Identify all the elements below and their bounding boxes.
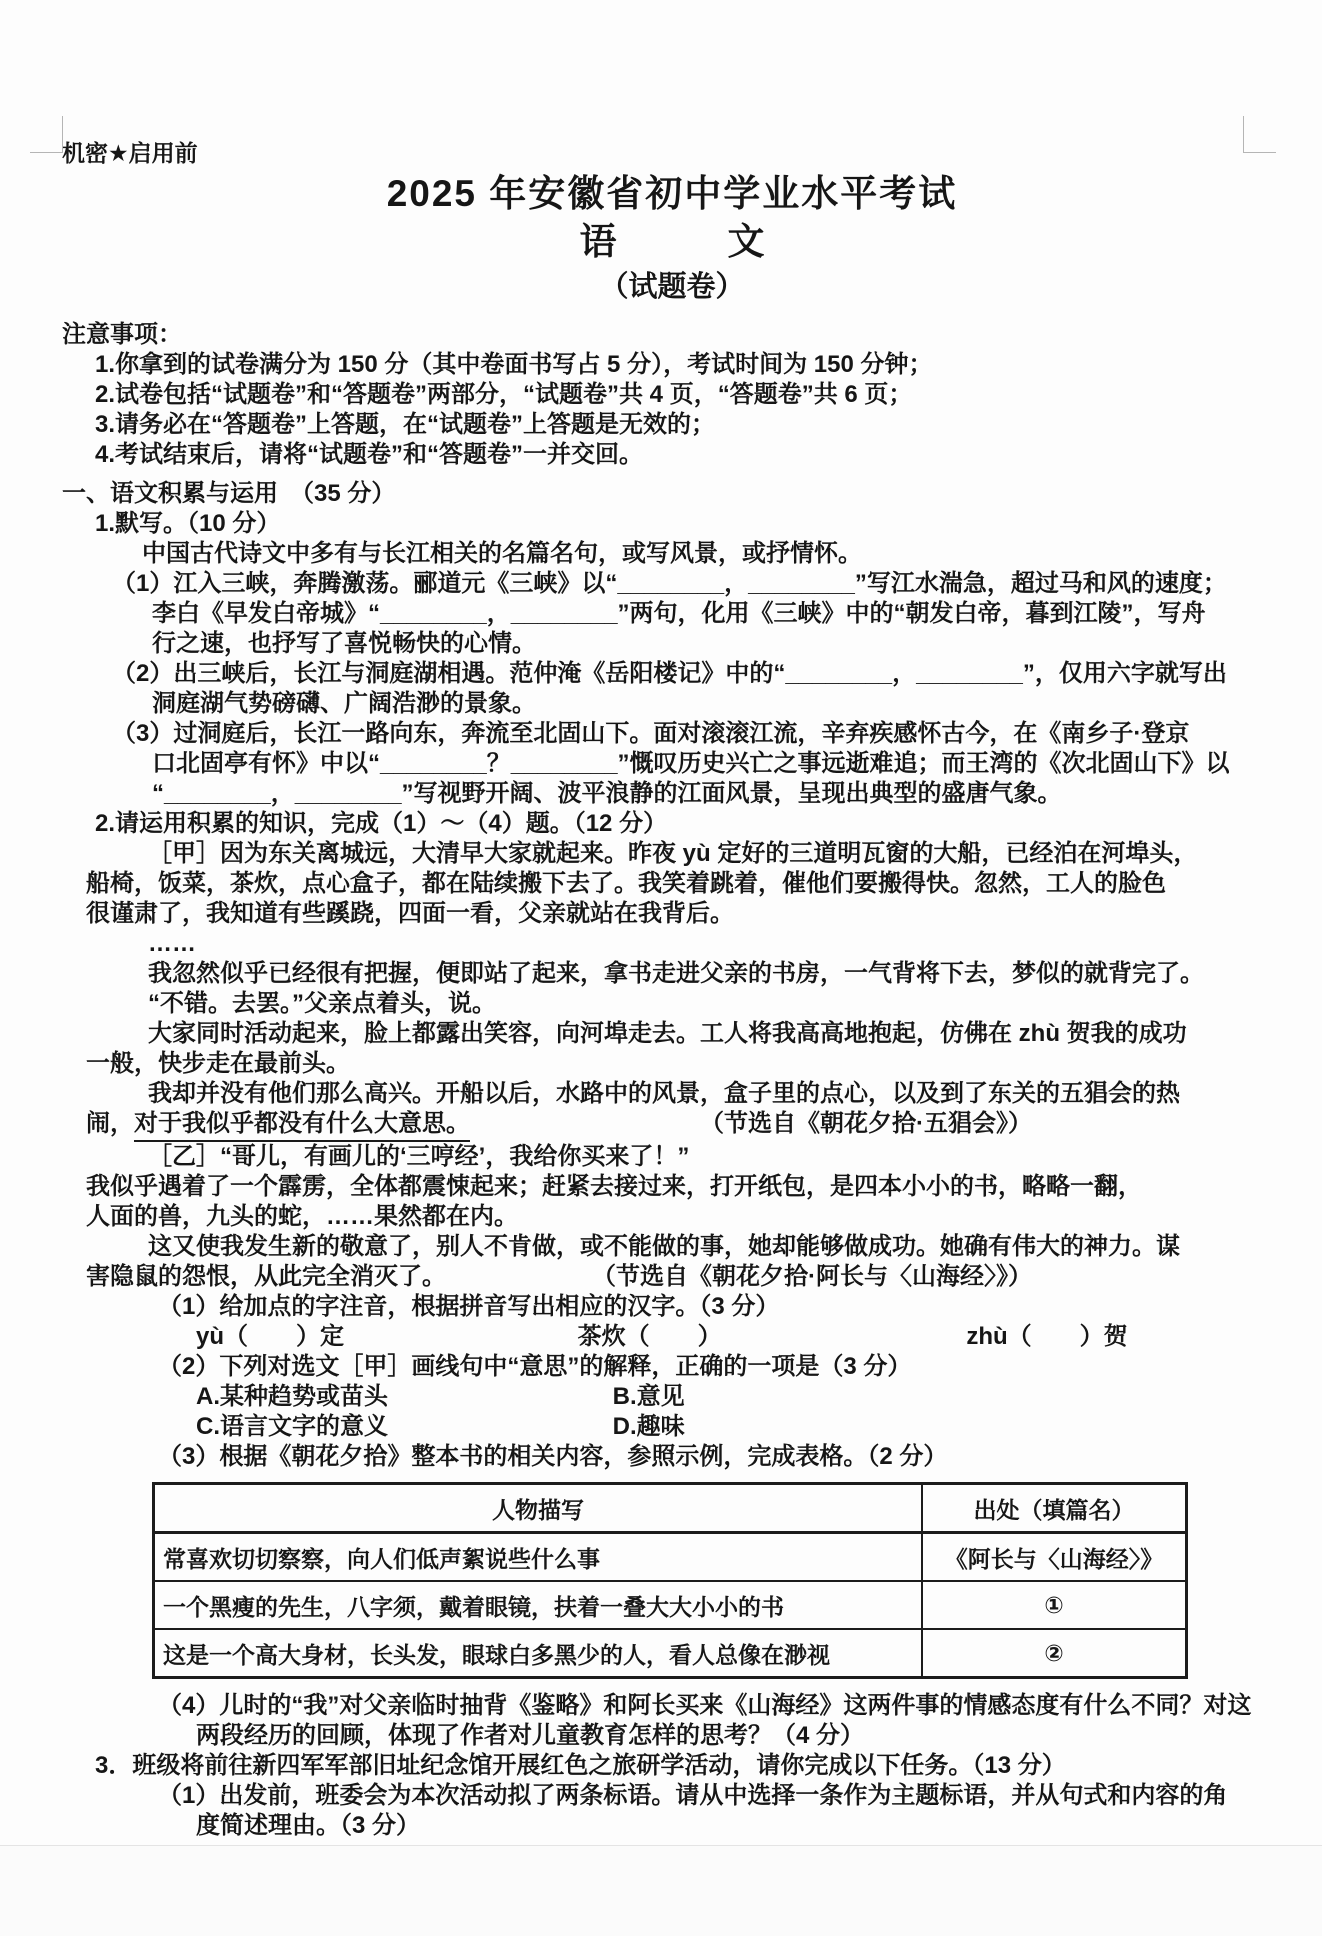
passage-yi-last-line [86, 1262, 1032, 1292]
q2-sub4-line: 两段经历的回顾，体现了作者对儿童教育怎样的思考？（4 分） [196, 1722, 865, 1749]
passage-yi-line: 人面的兽，九头的蛇，……果然都在内。 [86, 1203, 518, 1230]
pinyin-blank: yù（ ）定 [196, 1323, 345, 1350]
table-cell: 《阿长与〈山海经〉》 [922, 1533, 1187, 1582]
q2-sub1-heading: （1）给加点的字注音，根据拼音写出相应的汉字。（3 分） [158, 1293, 780, 1320]
table-cell: 这是一个高大身材，长头发，眼球白多黑少的人，看人总像在渺视 [154, 1629, 923, 1678]
character-table [152, 1482, 1188, 1679]
notice-item: 4.考试结束后，请将“试题卷”和“答题卷”一并交回。 [95, 441, 644, 468]
notice-section [62, 320, 1282, 470]
passage-jia-line: 我忽然似乎已经很有把握，便即站了起来，拿书走进父亲的书房，一气背将下去，梦似的就背完了。 [148, 960, 1204, 987]
pinyin-blank: 茶炊（ ） [577, 1323, 722, 1350]
option-c: C.语言文字的意义 [196, 1413, 388, 1440]
passage-jia-line: 一般，快步走在最前头。 [86, 1050, 350, 1077]
q2-sub2-heading: （2）下列对选文［甲］画线句中“意思”的解释，正确的一项是（3 分） [158, 1353, 912, 1380]
q1-item1-line: （1）江入三峡，奔腾激荡。郦道元《三峡》以“________，________”写江水湍急，超过马和风的速度； [112, 570, 1227, 597]
passage-yi-line: ［乙］“哥儿，有画儿的‘三哼经’，我给你买来了！” [148, 1143, 690, 1170]
table-row [154, 1533, 1187, 1582]
passage-jia-line: “不错。去罢。”父亲点着头，说。 [148, 990, 496, 1017]
exam-title: 2025 年安徽省初中学业水平考试 [386, 173, 958, 214]
passage-jia-last-line [86, 1109, 1032, 1142]
notice-item: 1.你拿到的试卷满分为 150 分（其中卷面书写占 5 分），考试时间为 150 分钟； [95, 351, 933, 378]
q3-heading: 3．班级将前往新四军军部旧址纪念馆开展红色之旅研学活动，请你完成以下任务。（13 分） [95, 1752, 1066, 1779]
passage-jia-last-prefix: 闹， [86, 1110, 134, 1137]
table-cell: ① [922, 1581, 1187, 1629]
table-header-cell: 人物描写 [154, 1484, 923, 1533]
underlined-sentence: 对于我似乎都没有什么大意思。 [134, 1109, 470, 1142]
table-row [154, 1629, 1187, 1678]
q2-sub2-options-row [196, 1412, 1282, 1442]
q1-heading: 1.默写。（10 分） [95, 510, 281, 537]
table-row [154, 1581, 1187, 1629]
subject-title: 语 文 [579, 221, 765, 262]
table-cell: 一个黑瘦的先生，八字须，戴着眼镜，扶着一叠大大小小的书 [154, 1581, 923, 1629]
q3-item1-line: （1）出发前，班委会为本次活动拟了两条标语。请从中选择一条作为主题标语，并从句式和内容的角 [158, 1782, 1228, 1809]
q2-sub1-pinyin-line [196, 1322, 1282, 1352]
option-a: A.某种趋势或苗头 [196, 1383, 388, 1410]
passage-jia-line: 船椅，饭菜，茶炊，点心盒子，都在陆续搬下去了。我笑着跳着，催他们要搬得快。忽然，工人的脸色 [86, 870, 1166, 897]
q1-item3-line: 口北固亭有怀》中以“________？________”慨叹历史兴亡之事远逝难追；而王湾的《次北固山下》以 [152, 750, 1230, 777]
q1-item2-line: 洞庭湖气势磅礴、广阔浩渺的景象。 [152, 690, 536, 717]
paper-type-label: （试题卷） [599, 271, 745, 303]
passage-yi-source: （节选自《朝花夕拾·阿长与〈山海经〉》） [592, 1263, 1032, 1290]
q1-item2-line: （2）出三峡后，长江与洞庭湖相遇。范仲淹《岳阳楼记》中的“________，________”，仅用六字就写出 [112, 660, 1227, 687]
passage-yi-line: 我似乎遇着了一个霹雳，全体都震悚起来；赶紧去接过来，打开纸包，是四本小小的书，略略一翻， [86, 1173, 1142, 1200]
q1-item3-line: “________，________”写视野开阔、波平浪静的江面风景，呈现出典型的盛唐气象。 [152, 780, 1062, 807]
passage-jia-source: （节选自《朝花夕拾·五猖会》） [700, 1110, 1032, 1137]
q1-item3-line: （3）过洞庭后，长江一路向东，奔流至北固山下。面对滚滚江流，辛弃疾感怀古今，在《南乡子·登京 [112, 720, 1190, 747]
passage-yi-last-text: 害隐鼠的怨恨，从此完全消灭了。 [86, 1263, 446, 1290]
notice-heading: 注意事项： [62, 321, 182, 348]
pinyin-blank: zhù（ ）贺 [966, 1323, 1128, 1350]
notice-item: 3.请务必在“答题卷”上答题，在“试题卷”上答题是无效的； [95, 411, 716, 438]
passage-jia-line: 我却并没有他们那么高兴。开船以后，水路中的风景，盒子里的点心，以及到了东关的五猖会的热 [148, 1080, 1180, 1107]
notice-item: 2.试卷包括“试题卷”和“答题卷”两部分，“试题卷”共 4 页，“答题卷”共 6 页； [95, 381, 913, 408]
q2-sub3-heading: （3）根据《朝花夕拾》整本书的相关内容，参照示例，完成表格。（2 分） [158, 1443, 948, 1470]
table-cell: 常喜欢切切察察，向人们低声絮说些什么事 [154, 1533, 923, 1582]
q1-item1-line: 李白《早发白帝城》“________，________”两句，化用《三峡》中的“朝发白帝，暮到江陵”，写舟 [152, 600, 1206, 627]
q3-item1-line: 度简述理由。（3 分） [196, 1812, 421, 1839]
q2-heading: 2.请运用积累的知识，完成（1）～（4）题。（12 分） [95, 810, 668, 837]
q1-intro: 中国古代诗文中多有与长江相关的名篇名句，或写风景，或抒情怀。 [142, 540, 862, 567]
crop-mark-top-right [1243, 116, 1276, 153]
q1-item1-line: 行之速，也抒写了喜悦畅快的心情。 [152, 630, 536, 657]
table-cell: ② [922, 1629, 1187, 1678]
crop-mark-top-left [30, 116, 63, 153]
table-header-cell: 出处（填篇名） [922, 1484, 1187, 1533]
passage-yi-line: 这又使我发生新的敬意了，别人不肯做，或不能做的事，她却能够做成功。她确有伟大的神力。谋 [148, 1233, 1180, 1260]
passage-jia-line: ［甲］因为东关离城远，大清早大家就起来。昨夜 yù 定好的三道明瓦窗的大船，已经泊在河埠头， [148, 840, 1198, 867]
confidential-label: 机密★启用前 [62, 140, 198, 166]
page-bottom-edge [0, 1845, 1322, 1936]
table-header-row [154, 1484, 1187, 1533]
passage-jia-line: 很谨肃了，我知道有些蹊跷，四面一看，父亲就站在我背后。 [86, 900, 734, 927]
q2-sub2-options-row [196, 1382, 1282, 1412]
option-b: B.意见 [612, 1383, 685, 1410]
option-d: D.趣味 [612, 1413, 685, 1440]
q2-sub4-line: （4）儿时的“我”对父亲临时抽背《鉴略》和阿长买来《山海经》这两件事的情感态度有什么不同？对这 [158, 1692, 1252, 1719]
passage-jia-line: 大家同时活动起来，脸上都露出笑容，向河埠走去。工人将我高高地抱起，仿佛在 zhù 贺我的成功 [148, 1020, 1187, 1047]
section-one-heading: 一、语文积累与运用 （35 分） [62, 480, 396, 507]
passage-jia-ellipsis: …… [148, 930, 196, 957]
